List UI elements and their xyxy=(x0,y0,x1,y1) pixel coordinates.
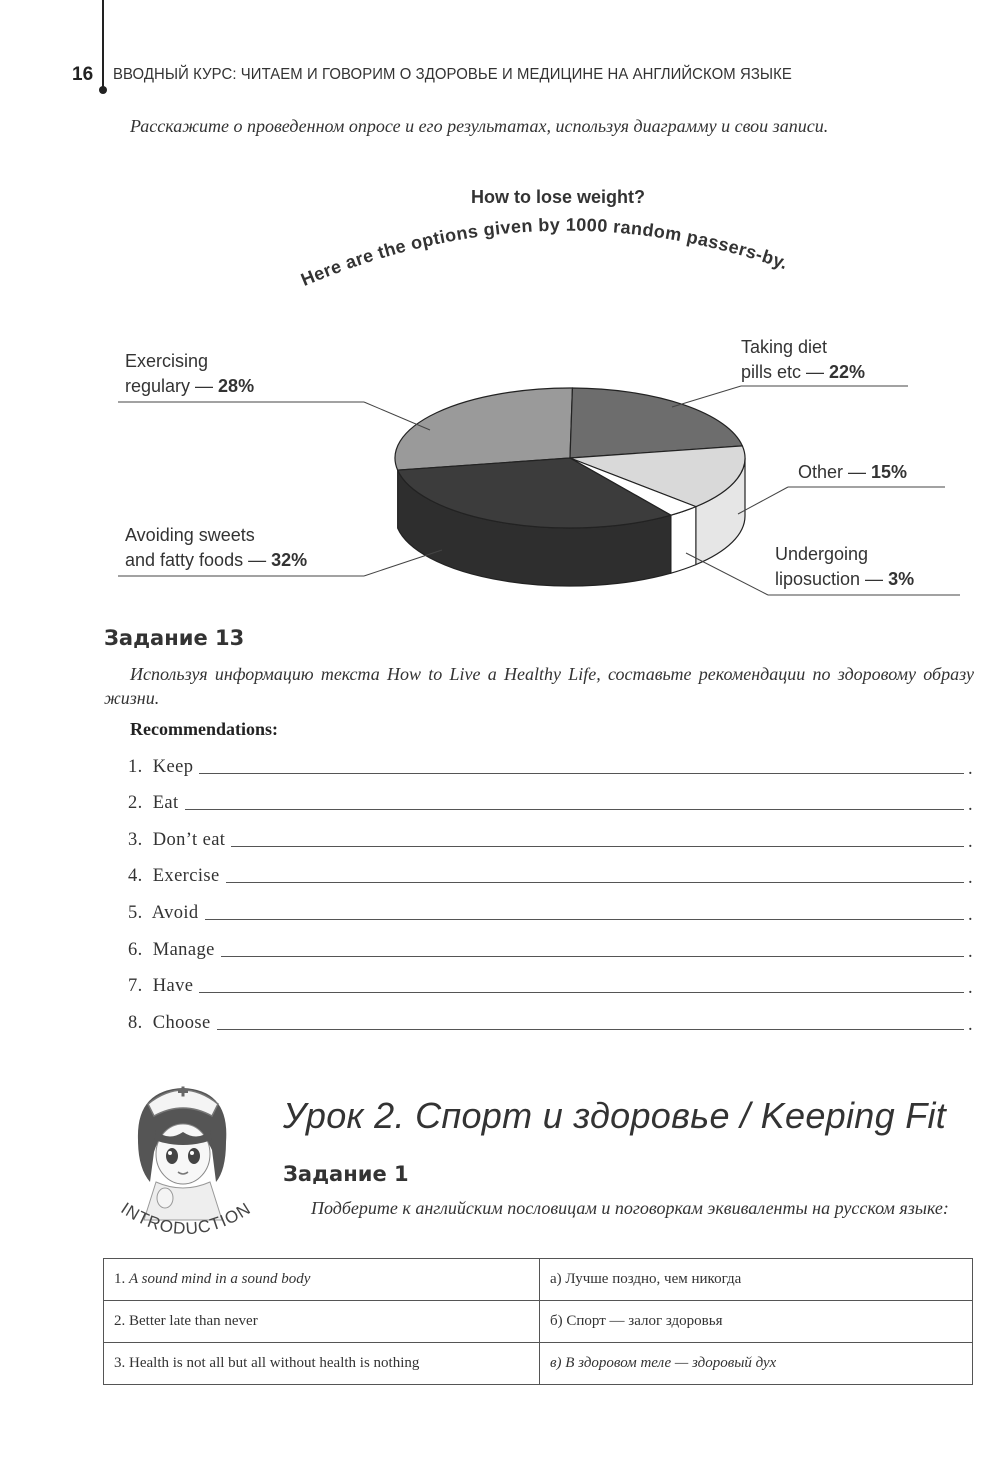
proverbs-table xyxy=(103,1258,973,1385)
label-diet-line1: Taking diet xyxy=(741,337,828,357)
chart-subtitle: Here are the options given by 1000 random passers-by. xyxy=(297,214,791,290)
russian-proverb xyxy=(540,1343,973,1385)
english-proverb-text: 1. A sound mind in a sound body xyxy=(114,1271,311,1287)
leader-exercising-diag xyxy=(364,402,430,430)
recommendation-label: 5. Avoid xyxy=(128,903,199,923)
answer-line[interactable] xyxy=(231,845,964,847)
recommendation-row xyxy=(128,973,973,999)
answer-line[interactable] xyxy=(205,918,964,920)
page-number: 16 xyxy=(72,64,94,85)
chart-title: How to lose weight? xyxy=(471,187,645,207)
end-mark: . xyxy=(967,905,973,925)
nurse-mascot-icon xyxy=(108,1070,268,1250)
task13-instruction: Используя информацию текста How to Live a Healthy Life, составьте рекомендации по здоровому образу жизни. xyxy=(104,664,974,708)
leader-sweets-diag xyxy=(364,550,442,576)
label-other: Other — 15% xyxy=(798,462,908,482)
russian-proverb: б) Спорт — залог здоровья xyxy=(540,1301,973,1343)
survey-instruction: Расскажите о проведенном опросе и его результатах, используя диаграмму и свои записи. xyxy=(130,116,829,136)
label-sweets-line1: Avoiding sweets xyxy=(125,525,255,545)
answer-line[interactable] xyxy=(221,955,964,957)
label-lipo-line1: Undergoing xyxy=(775,544,869,564)
end-mark: . xyxy=(967,759,973,779)
english-proverb xyxy=(104,1259,540,1301)
recommendation-row xyxy=(128,900,973,926)
lesson-title: Урок 2. Спорт и здоровье / Keeping Fit xyxy=(283,1095,947,1136)
table-row xyxy=(104,1301,973,1343)
task1-title: Задание 1 xyxy=(283,1162,409,1186)
end-mark: . xyxy=(967,978,973,998)
answer-line[interactable] xyxy=(199,772,964,774)
task1-instruction: Подберите к английским пословицам и поговоркам эквиваленты на русском языке: xyxy=(311,1198,949,1218)
label-lipo-line2: liposuction — 3% xyxy=(775,569,915,589)
recommendation-label: 8. Choose xyxy=(128,1013,211,1033)
header-rule-dot xyxy=(99,86,107,94)
russian-proverb: а) Лучше поздно, чем никогда xyxy=(540,1259,973,1301)
recommendation-label: 4. Exercise xyxy=(128,866,220,886)
recommendation-label: 3. Don’t eat xyxy=(128,830,226,850)
russian-proverb-text: в) В здоровом теле — здоровый дух xyxy=(550,1355,777,1371)
pie-chart xyxy=(0,175,1000,605)
recommendation-row xyxy=(128,937,973,963)
recommendation-row xyxy=(128,754,973,780)
leader-diet-diag xyxy=(672,386,741,407)
answer-line[interactable] xyxy=(185,808,964,810)
end-mark: . xyxy=(967,1015,973,1035)
answer-line[interactable] xyxy=(226,881,964,883)
recommendations-title: Recommendations: xyxy=(130,719,278,739)
table-row xyxy=(104,1259,973,1301)
header-rule xyxy=(102,0,104,88)
recommendation-label: 1. Keep xyxy=(128,757,194,777)
recommendation-row xyxy=(128,790,973,816)
end-mark: . xyxy=(967,795,973,815)
recommendation-label: 6. Manage xyxy=(128,940,215,960)
running-head: ВВОДНЫЙ КУРС: ЧИТАЕМ И ГОВОРИМ О ЗДОРОВЬЕ И МЕДИЦИНЕ НА АНГЛИЙСКОМ ЯЗЫКЕ xyxy=(113,66,792,83)
recommendation-label: 7. Have xyxy=(128,976,194,996)
introduction-badge-text: INTRODUCTION xyxy=(117,1198,255,1239)
label-exercising-line1: Exercising xyxy=(125,351,209,371)
answer-line[interactable] xyxy=(199,991,964,993)
slice-exercising xyxy=(395,388,572,470)
leader-lipo-diag xyxy=(686,553,768,595)
recommendation-row xyxy=(128,863,973,889)
table-row xyxy=(104,1343,973,1385)
english-proverb: 2. Better late than never xyxy=(104,1301,540,1343)
label-sweets-line2: and fatty foods — 32% xyxy=(125,550,308,570)
label-diet-line2: pills etc — 22% xyxy=(741,362,866,382)
label-exercising-line2: regulary — 28% xyxy=(125,376,255,396)
task13-title: Задание 13 xyxy=(104,626,245,650)
end-mark: . xyxy=(967,832,973,852)
english-proverb: 3. Health is not all but all without health is nothing xyxy=(104,1343,540,1385)
recommendation-row xyxy=(128,1010,973,1036)
recommendation-row xyxy=(128,827,973,853)
end-mark: . xyxy=(967,942,973,962)
slice-liposuction-side xyxy=(671,507,696,574)
recommendation-label: 2. Eat xyxy=(128,793,179,813)
answer-line[interactable] xyxy=(217,1028,964,1030)
end-mark: . xyxy=(967,868,973,888)
